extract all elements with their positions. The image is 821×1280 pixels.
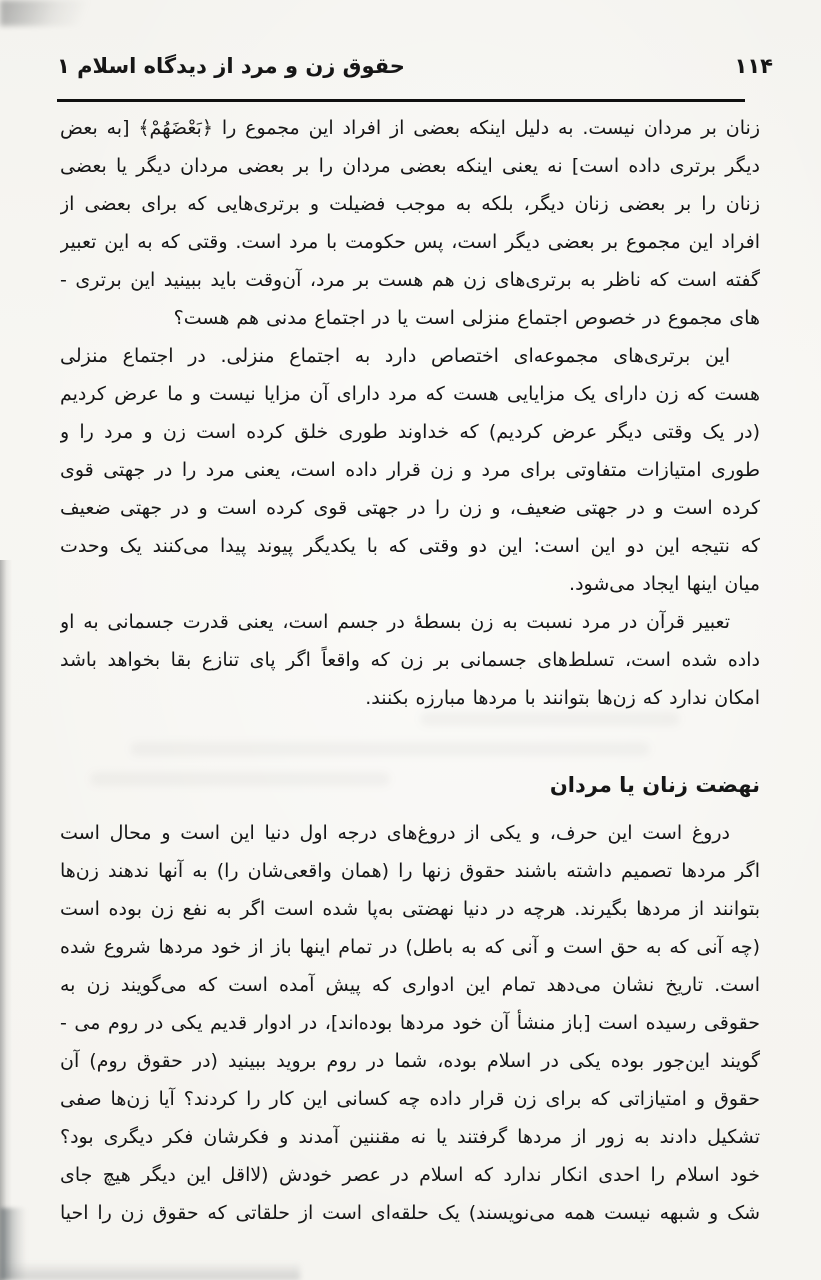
- body-line: که نتیجه این دو این است: این دو وقتی که با یکدیگر پیوند پیدا می‌کنند یک وحدت: [60, 535, 760, 557]
- body-line: دروغ است این حرف، و یکی از دروغ‌های درجه اول دنیا این است و محال است: [60, 822, 730, 844]
- paragraph: [60, 109, 760, 337]
- body-line: زنان را بر بعضی زنان دیگر، بلکه به موجب فضیلت و برتری‌هایی که برای بعضی از: [60, 193, 760, 215]
- page-number: ۱۱۴: [734, 54, 773, 78]
- body-line: گویند این‌جور بوده یکی در اسلام بوده، شما در روم بروید ببینید (در حقوق روم) آن: [60, 1050, 760, 1072]
- body-line: زنان بر مردان نیست. به دلیل اینکه بعضی از افراد این مجموع را ﴿بَعْضَهُمْ﴾ [به بعض: [60, 117, 760, 139]
- scan-shadow-left-edge: [0, 560, 12, 1280]
- body-line: میان اینها ایجاد می‌شود.: [569, 573, 760, 595]
- body-line: (در یک وقتی دیگر عرض کردیم) که خداوند طوری خلق کرده است زن و مرد را و: [60, 421, 760, 443]
- body-line: گفته است که ناظر به برتری‌های زن هم هست بر مرد، آن‌وقت باید ببینید این برتری -: [60, 269, 760, 291]
- scan-shadow-bottom-left: [0, 1208, 26, 1280]
- body-line: کرده است و در جهتی ضعیف، و زن را در جهتی قوی کرده است و در جهتی ضعیف: [60, 497, 760, 519]
- body-line: تعبیر قرآن در مرد نسبت به زن بسطهٔ در جسم است، یعنی قدرت جسمانی به او: [60, 611, 730, 633]
- body-line: خود اسلام را احدی انکار ندارد که اسلام در عصر خودش (لااقل این دیگر هیچ جای: [60, 1164, 760, 1186]
- body-line: داده شده است، تسلط‌های جسمانی بر زن که واقعاً اگر پای تنازع بقا بخواهد باشد: [60, 649, 760, 671]
- body-line: دیگر برتری داده است] نه یعنی اینکه بعضی مردان را بر بعضی مردان دیگر یا بعضی: [60, 155, 760, 177]
- paragraph: [60, 814, 760, 1232]
- body-line: اگر مردها تصمیم داشته باشند حقوق زنها را (همان واقعی‌شان را) به آنها ندهند زن‌ها: [60, 860, 760, 882]
- body-line: حقوق و امتیازاتی که برای زن قرار داده چه کسانی این کار را کردند؟ آیا زن‌ها صفی: [60, 1088, 760, 1110]
- header-rule: [57, 99, 745, 102]
- body-line: های مجموع در خصوص اجتماع منزلی است یا در اجتماع مدنی هم هست؟: [173, 307, 760, 329]
- page-body: [60, 109, 760, 1232]
- body-line: (چه آنی که به حق است و آنی که به باطل) در تمام اینها باز از خود مردها شروع شده: [60, 936, 760, 958]
- section-heading: نهضت زنان یا مردان: [549, 773, 760, 797]
- scan-shadow-bottom-edge: [0, 1262, 300, 1280]
- running-head-title: حقوق زن و مرد از دیدگاه اسلام ۱: [57, 54, 405, 78]
- body-line: افراد این مجموع بر بعضی دیگر است، پس حکومت با مرد است. وقتی که به این تعبیر: [60, 231, 760, 253]
- paragraph: [60, 337, 760, 603]
- body-line: است. تاریخ نشان می‌دهد تمام این ادواری که پیش آمده است که می‌گویند زن به: [60, 974, 760, 996]
- body-line: شک و شبهه نیست همه می‌نویسند) یک حلقه‌ای است از حلقاتی که حقوق زن را احیا: [60, 1202, 760, 1224]
- body-line: هست که زن دارای یک مزایایی هست که مرد دارای آن مزایا نیست و ما عرض کردیم: [60, 383, 760, 405]
- body-line: بتوانند از مردها بگیرند. هرچه در دنیا نهضتی به‌پا شده است اگر به نفع زن بوده است: [60, 898, 760, 920]
- body-line: حقوقی رسیده است [باز منشأ آن خود مردها بوده‌اند]، در ادوار قدیم یکی در روم می -: [60, 1012, 760, 1034]
- page-header: [57, 54, 773, 78]
- body-line: امکان ندارد که زن‌ها بتوانند با مردها مبارزه بکنند.: [365, 687, 760, 709]
- scan-shadow-top-left: [0, 0, 120, 26]
- body-line: طوری امتیازات متفاوتی برای مرد و زن قرار داده است، یعنی مرد را در جهتی قوی: [60, 459, 760, 481]
- paragraph: [60, 603, 760, 717]
- body-line: تشکیل دادند به زور از مردها گرفتند یا نه مقننین آمدند و فکرشان فکر دیگری بود؟: [60, 1126, 760, 1148]
- body-line: این برتری‌های مجموعه‌ای اختصاص دارد به اجتماع منزلی. در اجتماع منزلی: [60, 345, 730, 367]
